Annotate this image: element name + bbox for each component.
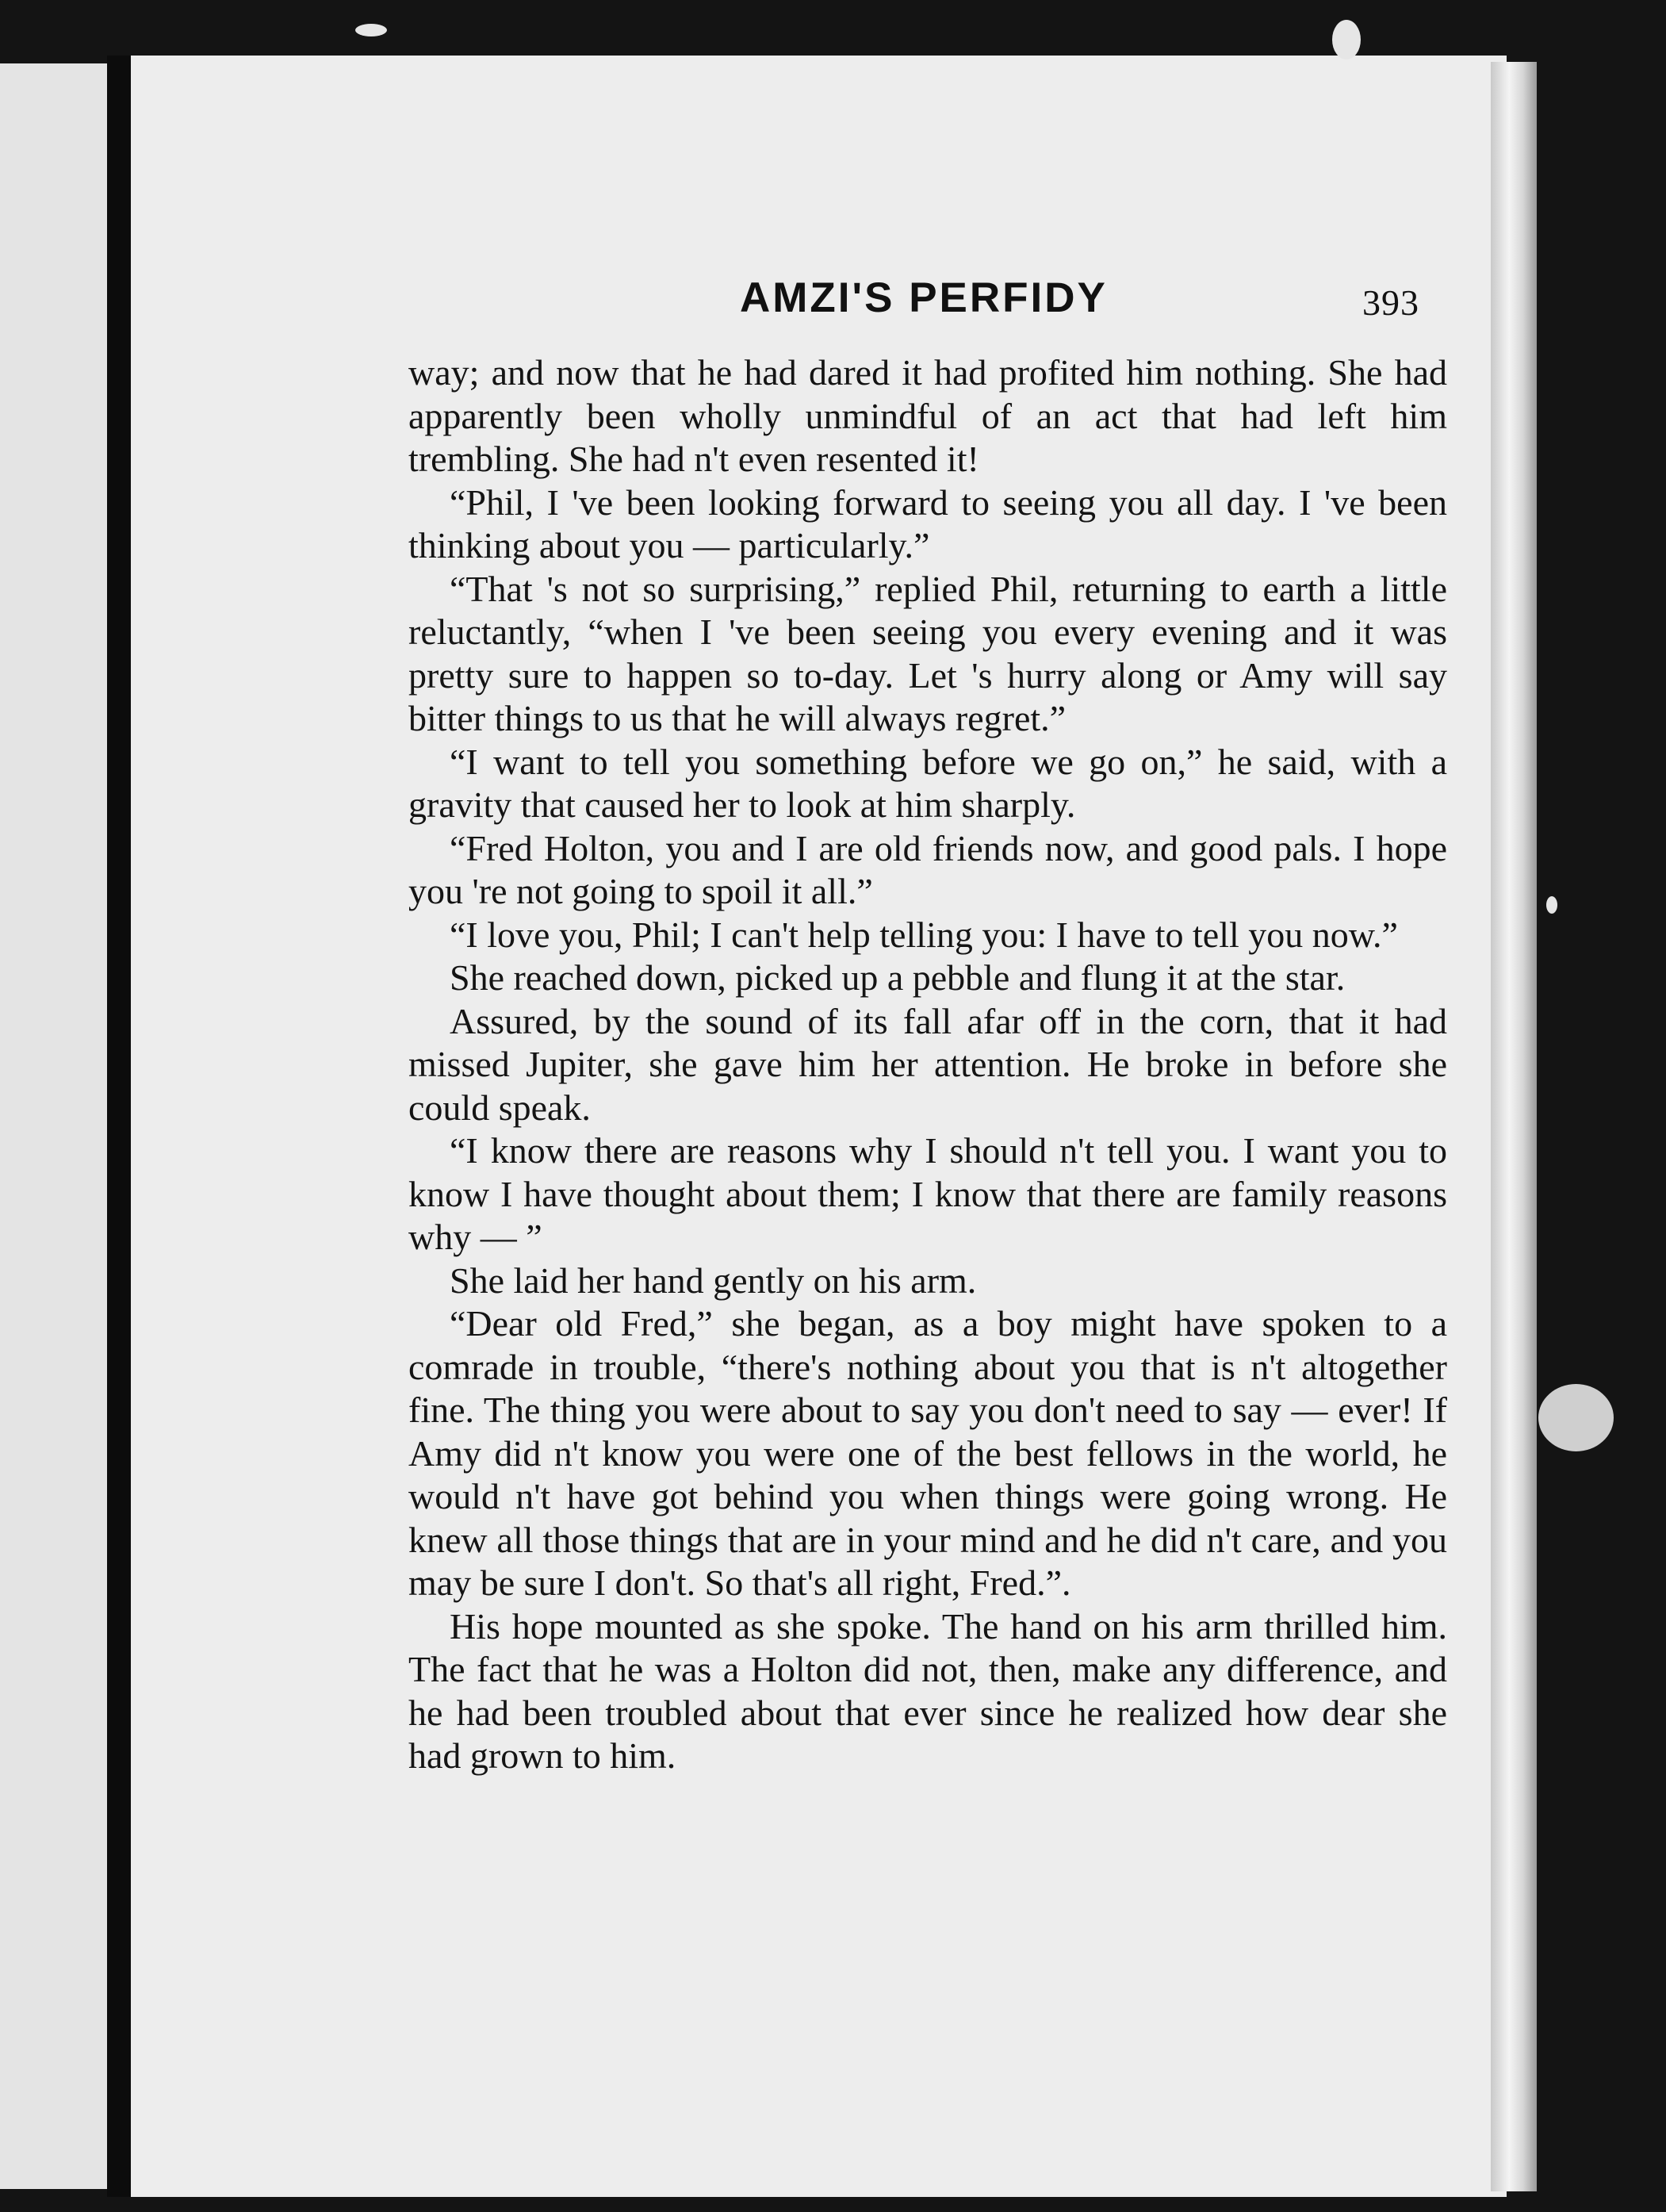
scan-blot — [1546, 896, 1557, 914]
paragraph: “I know there are reasons why I should n't tell you. I want you to know I have thought about them; I know that there are family reasons why — ” — [408, 1130, 1447, 1257]
running-head — [131, 274, 1507, 329]
page-edge — [1491, 62, 1537, 2191]
body-text — [408, 351, 1447, 1778]
page-number: 393 — [1362, 282, 1419, 323]
paragraph: “I want to tell you something before we go on,” he said, with a gravity that caused her to look at him sharply. — [408, 741, 1447, 825]
scan-blot — [1538, 1384, 1614, 1451]
scan-blot — [355, 24, 387, 36]
paragraph: way; and now that he had dared it had profited him nothing. She had apparently been wholly unmindful of an act that had left him trembling. She had n't even resented it! — [408, 352, 1447, 479]
paragraph: She laid her hand gently on his arm. — [450, 1259, 977, 1301]
paragraph: “Dear old Fred,” she began, as a boy might have spoken to a comrade in trouble, “there's nothing about you that is n't altogether fine. The thing you were about to say you don't need to say — ever! If Amy did n't know you were one of the best fellows in the world, he would n't have got behind you when things were going wrong. He knew all those things that are in your mind and he did n't care, and you may be sure I don't. So that's all right, Fred.”. — [408, 1303, 1447, 1603]
paragraph: Assured, by the sound of its fall afar off in the corn, that it had missed Jupiter, she gave him her attention. He broke in before she could speak. — [408, 1000, 1447, 1128]
paragraph: His hope mounted as she spoke. The hand on his arm thrilled him. The fact that he was a Holton did not, then, make any difference, and he had been troubled about that ever since he realized how dear she had grown to him. — [408, 1605, 1447, 1776]
scan-blot — [1332, 20, 1361, 59]
paragraph: “I love you, Phil; I can't help telling you: I have to tell you now.” — [450, 914, 1398, 955]
paragraph: She reached down, picked up a pebble and flung it at the star. — [450, 957, 1346, 998]
paragraph: “That 's not so surprising,” replied Phil, returning to earth a little reluctantly, “when I 've been seeing you every evening and it was pretty sure to happen so to-day. Let 's hurry along or Amy will say bitter things to us that he will always regret.” — [408, 568, 1447, 738]
book-gutter — [107, 56, 131, 2197]
facing-page-edge — [0, 63, 107, 2189]
paragraph: “Fred Holton, you and I are old friends now, and good pals. I hope you 're not going to spoil it all.” — [408, 827, 1447, 911]
chapter-title: AMZI'S PERFIDY — [740, 274, 1108, 321]
paragraph: “Phil, I 've been looking forward to seeing you all day. I 've been thinking about you — particularly.” — [408, 481, 1447, 565]
book-page — [131, 56, 1507, 2197]
